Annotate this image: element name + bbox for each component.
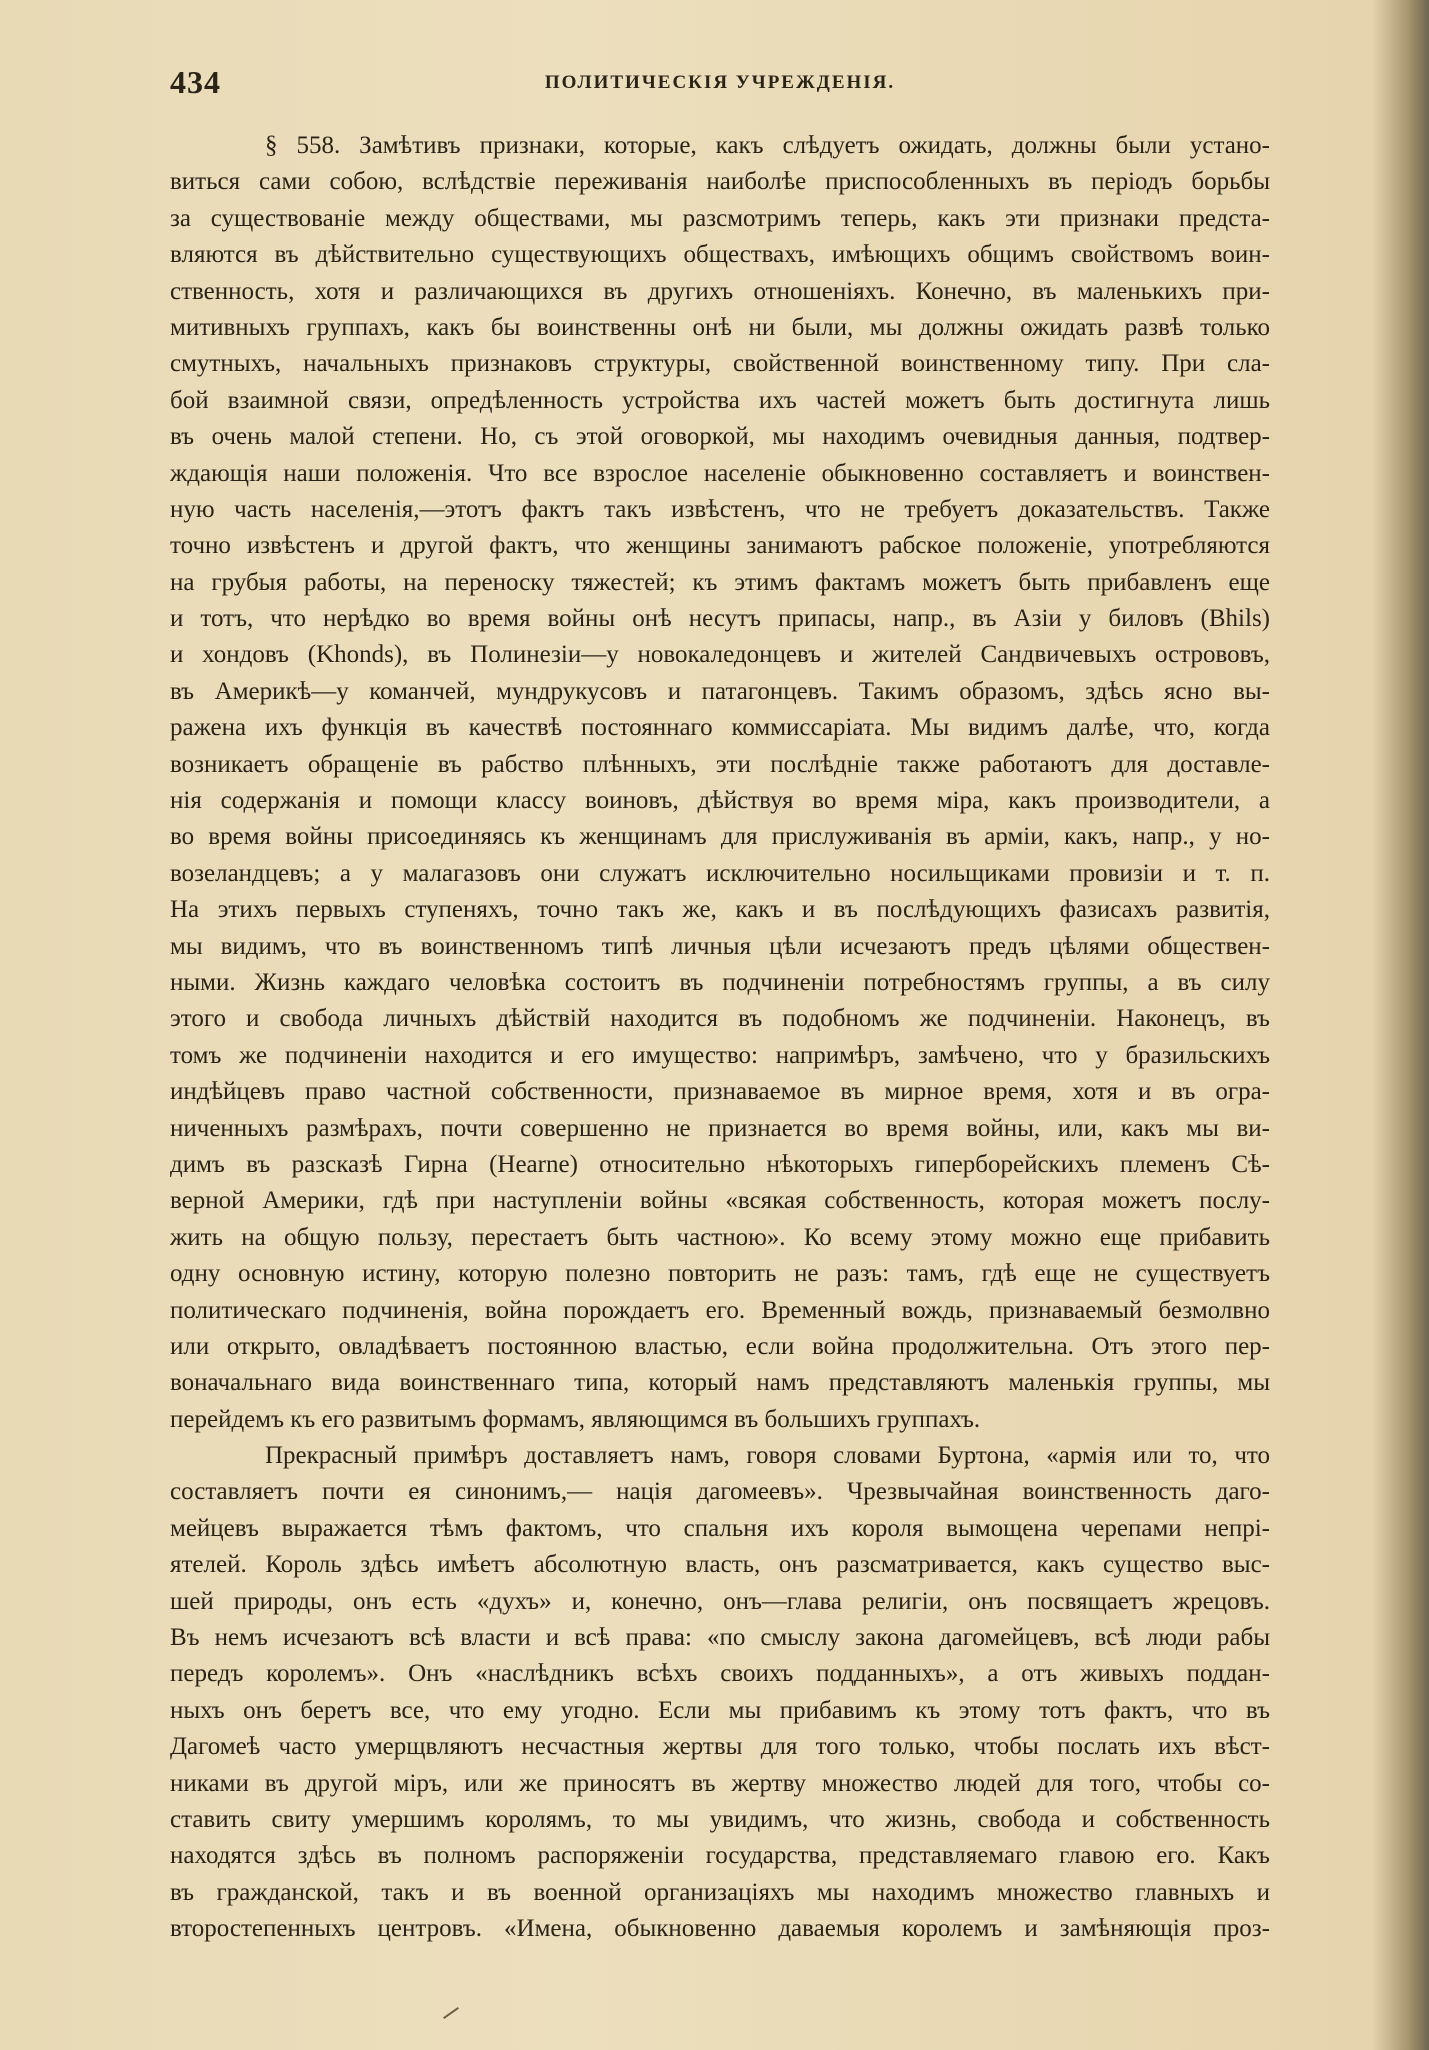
text-line: политическаго подчиненія, война порождаетъ его. Временный вождь, признаваемый безмолвно bbox=[170, 1296, 1270, 1324]
text-line: въ очень малой степени. Но, съ этой оговоркой, мы находимъ очевидныя данныя, подтвер- bbox=[170, 423, 1270, 451]
text-line: находятся здѣсь въ полномъ распоряженіи государства, представляемаго главою его. Какъ bbox=[170, 1842, 1270, 1870]
text-line: точно извѣстенъ и другой фактъ, что женщины занимаютъ рабское положеніе, употребляются bbox=[170, 532, 1270, 560]
text-line: бой взаимной связи, опредѣленность устройства ихъ частей можетъ быть достигнута лишь bbox=[170, 386, 1270, 414]
text-line: въ Америкѣ—у команчей, мундрукусовъ и патагонцевъ. Такимъ образомъ, здѣсь ясно вы- bbox=[170, 677, 1270, 705]
text-line: жить на общую пользу, перестаетъ быть частною». Ко всему этому можно еще прибавить bbox=[170, 1223, 1270, 1251]
text-line: димъ въ разсказѣ Гирна (Hearne) относительно нѣкоторыхъ гиперборейскихъ племенъ Сѣ- bbox=[170, 1150, 1270, 1178]
text-line: ятелей. Король здѣсь имѣетъ абсолютную власть, онъ разсматривается, какъ существо выс- bbox=[170, 1551, 1270, 1579]
text-line: второстепенныхъ центровъ. «Имена, обыкновенно даваемыя королемъ и замѣняющія проз- bbox=[170, 1915, 1270, 1943]
text-line: верной Америки, гдѣ при наступленіи войны «всякая собственность, которая можетъ послу- bbox=[170, 1187, 1270, 1215]
text-line: виться сами собою, вслѣдствіе переживанія наиболѣе приспособленныхъ въ періодъ борьбы bbox=[170, 168, 1270, 196]
text-line: или открыто, овладѣваетъ постоянною властью, если война продолжительна. Отъ этого пер- bbox=[170, 1332, 1270, 1360]
text-line: Прекрасный примѣръ доставляетъ намъ, говоря словами Буртона, «армія или то, что bbox=[265, 1442, 1270, 1470]
text-line: § 558. Замѣтивъ признаки, которые, какъ слѣдуетъ ожидать, должны были устано- bbox=[265, 132, 1270, 159]
text-line: возникаетъ обращеніе въ рабство плѣнныхъ, эти послѣдніе также работаютъ для доставле- bbox=[170, 750, 1270, 778]
text-line: ныхъ онъ беретъ все, что ему угодно. Если мы прибавимъ къ этому тотъ фактъ, что въ bbox=[170, 1696, 1270, 1724]
pencil-mark bbox=[443, 2007, 459, 2019]
text-line: Дагомеѣ часто умерщвляютъ несчастныя жертвы для того только, чтобы послать ихъ вѣст- bbox=[170, 1733, 1270, 1761]
text-line: ственность, хотя и различающихся въ другихъ отношеніяхъ. Конечно, въ маленькихъ при- bbox=[170, 277, 1270, 305]
text-line: ную часть населенія,—этотъ фактъ такъ извѣстенъ, что не требуетъ доказательствъ. Также bbox=[170, 495, 1270, 523]
text-line: индѣйцевъ право частной собственности, признаваемое въ мирное время, хотя и въ огра- bbox=[170, 1078, 1270, 1106]
text-line: ждающія наши положенія. Что все взрослое населеніе обыкновенно составляетъ и воинствен- bbox=[170, 459, 1270, 487]
text-line: На этихъ первыхъ ступеняхъ, точно такъ же, какъ и въ послѣдующихъ фазисахъ развитія, bbox=[170, 896, 1270, 924]
text-line: мейцевъ выражается тѣмъ фактомъ, что спальня ихъ короля вымощена черепами непрі- bbox=[170, 1514, 1270, 1542]
text-line: шей природы, онъ есть «духъ» и, конечно, онъ—глава религіи, онъ посвящаетъ жрецовъ. bbox=[170, 1587, 1270, 1615]
running-head: ПОЛИТИЧЕСКІЯ УЧРЕЖДЕНІЯ. bbox=[544, 72, 896, 93]
text-line: въ гражданской, такъ и въ военной организаціяхъ мы находимъ множество главныхъ и bbox=[170, 1878, 1270, 1906]
text-line: за существованіе между обществами, мы разсмотримъ теперь, какъ эти признаки предста- bbox=[170, 204, 1270, 232]
text-line: одну основную истину, которую полезно повторить не разъ: тамъ, гдѣ еще не существуетъ bbox=[170, 1260, 1270, 1288]
text-line: ными. Жизнь каждаго человѣка состоитъ въ подчиненіи потребностямъ группы, а въ силу bbox=[170, 968, 1270, 996]
text-line: смутныхъ, начальныхъ признаковъ структуры, свойственной воинственному типу. При сла- bbox=[170, 350, 1270, 378]
page-number: 434 bbox=[170, 64, 221, 100]
text-line: на грубыя работы, на переноску тяжестей; къ этимъ фактамъ можетъ быть прибавленъ еще bbox=[170, 568, 1270, 596]
text-line: во время войны присоединяясь къ женщинамъ для прислуживанія въ арміи, какъ, напр., у но- bbox=[170, 823, 1270, 851]
text-line: мы видимъ, что въ воинственномъ типѣ личныя цѣли исчезаютъ предъ цѣлями обществен- bbox=[170, 932, 1270, 960]
text-line: Въ немъ исчезаютъ всѣ власти и всѣ права: «по смыслу закона дагомейцевъ, всѣ люди рабы bbox=[170, 1624, 1270, 1652]
text-line: составляетъ почти ея синонимъ,— нація дагомеевъ». Чрезвычайная воинственность даго- bbox=[170, 1478, 1270, 1506]
text-line: передъ королемъ». Онъ «наслѣдникъ всѣхъ своихъ подданныхъ», а отъ живыхъ поддан- bbox=[170, 1660, 1270, 1688]
text-line: и хондовъ (Khonds), въ Полинезіи—у новокаледонцевъ и жителей Сандвичевыхъ острововъ, bbox=[170, 641, 1270, 669]
text-line: митивныхъ группахъ, какъ бы воинственны онѣ ни были, мы должны ожидать развѣ только bbox=[170, 313, 1270, 341]
text-line: воначальнаго вида воинственнаго типа, который намъ представляютъ маленькія группы, мы bbox=[170, 1369, 1270, 1397]
text-line: нія содержанія и помощи классу воиновъ, дѣйствуя во время міра, какъ производители, а bbox=[170, 787, 1270, 815]
text-line: вляются въ дѣйствительно существующихъ обществахъ, имѣющихъ общимъ свойствомъ воин- bbox=[170, 241, 1270, 269]
text-line: ниченныхъ размѣрахъ, почти совершенно не признается во время войны, или, какъ мы ви- bbox=[170, 1114, 1270, 1142]
text-line: возеландцевъ; а у малагазовъ они служатъ исключительно носильщиками провизіи и т. п. bbox=[170, 859, 1270, 887]
text-line: никами въ другой міръ, или же приносятъ въ жертву множество людей для того, чтобы со- bbox=[170, 1769, 1270, 1797]
text-line: ставить свиту умершимъ королямъ, то мы увидимъ, что жизнь, свобода и собственность bbox=[170, 1805, 1270, 1833]
text-line: перейдемъ къ его развитымъ формамъ, являющимся въ большихъ группахъ. bbox=[170, 1405, 981, 1433]
text-line: этого и свобода личныхъ дѣйствій находится въ подобномъ же подчиненіи. Наконецъ, въ bbox=[170, 1005, 1270, 1033]
text-line: томъ же подчиненіи находится и его имущество: напримѣръ, замѣчено, что у бразильскихъ bbox=[170, 1041, 1270, 1069]
page-header bbox=[170, 64, 1270, 104]
text-line: ражена ихъ функція въ качествѣ постояннаго коммиссаріата. Мы видимъ далѣе, что, когда bbox=[170, 714, 1270, 742]
text-line: и тотъ, что нерѣдко во время войны онѣ несутъ припасы, напр., въ Азіи у биловъ (Bhils) bbox=[170, 605, 1270, 633]
body-text bbox=[170, 128, 1270, 1948]
